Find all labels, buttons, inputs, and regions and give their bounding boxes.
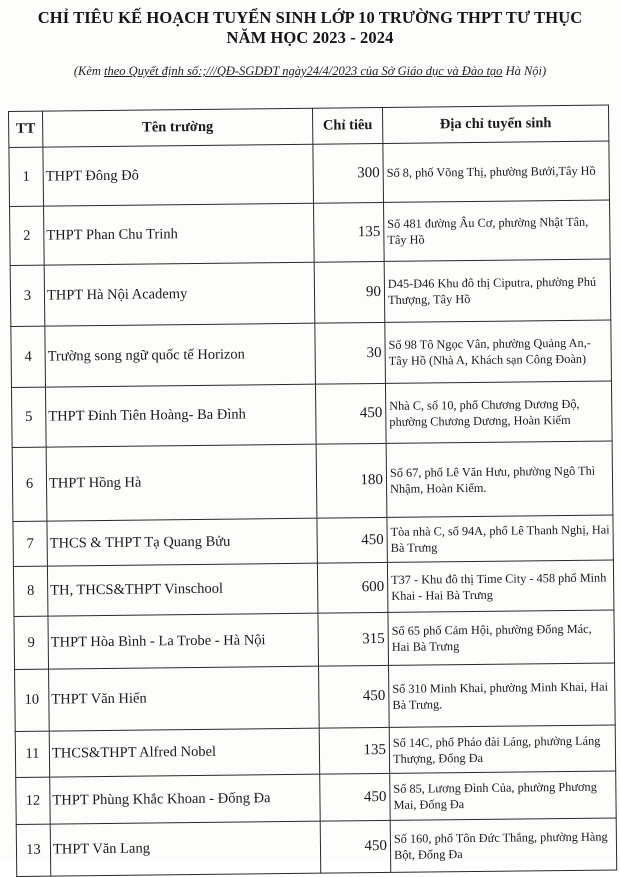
quota-value: 30 [315,322,386,384]
row-number: 10 [15,669,50,731]
title-line-2: NĂM HỌC 2023 - 2024 [226,28,394,47]
school-address: T37 - Khu đô thị Time City - 458 phố Minh Khai - Hai Bà Trưng [387,560,614,612]
school-name: THPT Phan Chu Trinh [44,203,315,265]
header-tt: TT [9,111,43,147]
quota-value: 450 [315,383,386,444]
quota-value: 450 [320,773,391,821]
school-name: THCS&THPT Alfred Nobel [49,728,319,777]
row-number: 11 [15,731,49,777]
school-name: THCS & THPT Tạ Quang Bửu [47,518,317,566]
table-row [14,610,615,669]
quota-value: 180 [316,443,387,518]
school-name: THPT Hà Nội Academy [44,262,315,326]
header-address: Địa chỉ tuyển sinh [382,105,608,143]
quota-value: 450 [317,517,387,563]
quota-value: 450 [320,820,391,873]
row-number: 2 [10,206,45,265]
school-address: Số 8, phố Võng Thị, phường Bưởi,Tây Hồ [383,141,610,202]
table-row [15,663,616,731]
table-row [12,441,613,521]
quota-value: 90 [314,261,385,323]
row-number: 12 [16,777,51,824]
row-number: 6 [12,447,47,521]
row-number: 8 [13,566,48,616]
quota-value: 600 [317,562,388,613]
table-row [13,560,614,616]
table-row [11,381,612,447]
school-name: THPT Hòa Bình - La Trobe - Hà Nội [48,613,319,669]
school-name: THPT Đông Đô [43,144,314,206]
school-name: THPT Phùng Khắc Khoan - Đống Đa [50,774,320,824]
school-address: D45-D46 Khu đô thị Ciputra, phường Phú Thượng, Tây Hồ [384,259,611,322]
quota-value: 135 [314,202,385,262]
quota-table-container [8,104,617,876]
header-quota: Chỉ tiêu [312,107,382,144]
table-row [11,320,612,387]
school-name: THPT Đinh Tiên Hoàng- Ba Đình [45,384,316,447]
quota-value: 300 [313,143,384,203]
table-row [16,771,616,824]
header-school-name: Tên trường [43,108,313,147]
table-row [15,725,615,777]
school-address: Số 65 phố Cảm Hội, phường Đống Mác, Hai Bà Trưng [388,610,615,665]
table-row [13,515,613,566]
row-number: 1 [9,147,44,206]
row-number: 4 [11,326,46,387]
quota-value: 135 [319,727,389,774]
school-address: Tòa nhà C, số 94A, phố Lê Thanh Nghị, Hai Bà Trưng [387,515,613,562]
school-name: THPT Văn Lang [50,821,321,876]
school-address: Số 85, Lương Đình Của, phường Phương Mai, Đống Đa [390,771,616,820]
table-row [16,818,617,876]
quota-value: 450 [319,665,390,728]
table-row [10,259,611,326]
title-line-1: CHỈ TIÊU KẾ HOẠCH TUYỂN SINH LỚP 10 TRƯỜNG THPT TƯ THỤC [37,8,583,27]
table-row [9,141,610,206]
school-address: Số 481 đường Âu Cơ, phường Nhật Tân, Tây Hồ [384,200,611,261]
school-address: Số 67, phố Lê Văn Hưu, phường Ngô Thì Nhậm, Hoàn Kiếm. [386,441,613,517]
school-address: Số 160, phố Tôn Đức Thắng, phường Hàng Bột, Đống Đa [390,818,617,872]
quota-value: 315 [318,612,389,666]
school-address: Nhà C, số 10, phố Chương Dương Độ, phường Chương Dương, Hoàn Kiếm [385,381,612,443]
table-row [10,200,611,265]
row-number: 7 [13,521,47,566]
document-title [0,8,620,48]
school-name: THPT Văn Hiến [49,666,320,731]
row-number: 5 [11,387,46,447]
enrollment-quota-table [8,104,617,876]
row-number: 13 [16,824,51,876]
school-address: Số 310 Minh Khai, phường Minh Khai, Hai Bà Trưng. [389,663,616,727]
school-name: TH, THCS&THPT Vinschool [47,563,318,616]
subtitle-prefix: (Kèm [73,64,105,78]
document-subtitle [0,64,620,79]
school-address: Số 98 Tô Ngọc Vân, phường Quảng An,- Tây Hồ (Nhà A, Khách sạn Công Đoàn) [385,320,612,383]
subtitle-decision-reference: theo Quyết định số:;///QĐ-SGDĐT ngày24/4/2023 của Sở Giáo dục và Đào tạo [104,64,503,78]
school-address: Số 14C, phố Pháo đài Láng, phường Láng Thượng, Đống Đa [389,725,615,773]
row-number: 3 [10,265,45,326]
school-name: THPT Hồng Hà [46,444,317,521]
row-number: 9 [14,616,49,669]
school-name: Trường song ngữ quốc tế Horizon [45,323,316,387]
subtitle-suffix: Hà Nội) [502,64,547,78]
